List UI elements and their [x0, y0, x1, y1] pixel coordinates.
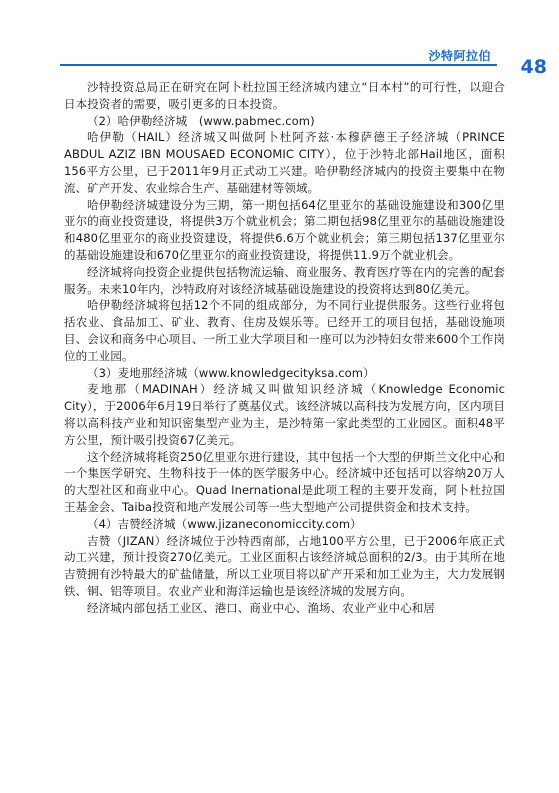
page-number: 48 [520, 56, 547, 78]
paragraph: 经济城将向投资企业提供包括物流运输、商业服务、教育医疗等在内的完善的配套服务。未来10年内，沙特政府对该经济城基础设施建设的投资将达到80亿美元。 [64, 264, 505, 296]
paragraph: 这个经济城将耗资250亿里亚尔进行建设，其中包括一个大型的伊斯兰文化中心和一个集医学研究、生物科技于一体的医学服务中心。经济城中还包括可以容纳20万人的大型社区和商业中心。Quad Inernational是此项工程的主要开发商，阿卜杜拉国王基金会、Taiba投资和地产发展公司等一些大型地产公司提供资金和技术支持。 [64, 449, 505, 514]
section-heading-hail: （2）哈伊勒经济城 (www.pabmec.com) [87, 113, 315, 128]
page-body [64, 79, 505, 617]
paragraph: 哈伊勒经济城建设分为三期，第一期包括64亿里亚尔的基础设施建设和300亿里亚尔的商业投资建设，将提供3万个就业机会；第二期包括98亿里亚尔的基础设施建设和480亿里亚尔的商业投资建设，将提供6.6万个就业机会；第三期包括137亿里亚尔的基础设施建设和670亿里亚尔的商业投资建设，将提供11.9万个就业机会。 [64, 197, 505, 262]
running-header-title: 沙特阿拉伯 [428, 49, 491, 63]
header-rule [60, 64, 497, 66]
section-heading-jizan: （4）吉赞经济城（www.jizaneconomiccity.com） [87, 516, 362, 531]
paragraph: 沙特投资总局正在研究在阿卜杜拉国王经济城内建立“日本村”的可行性，以迎合日本投资者的需要，吸引更多的日本投资。 [64, 80, 505, 111]
paragraph: 吉赞（JIZAN）经济城位于沙特西南部，占地100平方公里，已于2006年底正式动工兴建，预计投资270亿美元。工业区面积占该经济城总面积的2/3。由于其所在地吉赞拥有沙特最大的矿盐储量，所以工业项目将以矿产开采和加工业为主，大力发展钢铁、铜、铝等项目。农业产业和海洋运输也是该经济城的发展方向。 [64, 533, 505, 598]
paragraph: 哈伊勒经济城将包括12个不同的组成部分，为不同行业提供服务。这些行业将包括农业、食品加工、矿业、教育、住房及娱乐等。已经开工的项目包括，基础设施项目、会议和商务中心项目、一所工业大学项目和一座可以为沙特妇女带来600个工作岗位的工业园。 [64, 298, 505, 363]
paragraph: 麦地那（MADINAH）经济城又叫做知识经济城（Knowledge Economic City），于2006年6月19日举行了奠基仪式。该经济城以高科技为发展方向，区内项目将以高科技产业和知识密集型产业为主，是沙特第一家此类型的工业园区。面积48平方公里，预计吸引投资67亿美元。 [64, 382, 505, 447]
paragraph: 经济城内部包括工业区、港口、商业中心、渔场、农业产业中心和居 [87, 600, 435, 615]
section-heading-madinah: （3）麦地那经济城（www.knowledgecityksa.com） [87, 365, 375, 380]
paragraph: 哈伊勒（HAIL）经济城又叫做阿卜杜阿齐兹·本穆萨德王子经济城（PRINCE ABDUL AZIZ IBN MOUSAED ECONOMIC CITY），位于沙特北部Hail地区，面积156平方公里，已于2011年9月正式动工兴建。哈伊勒经济城内的投资主要集中在物流、矿产开发、农业综合生产、基础建材等领域。 [64, 130, 505, 195]
